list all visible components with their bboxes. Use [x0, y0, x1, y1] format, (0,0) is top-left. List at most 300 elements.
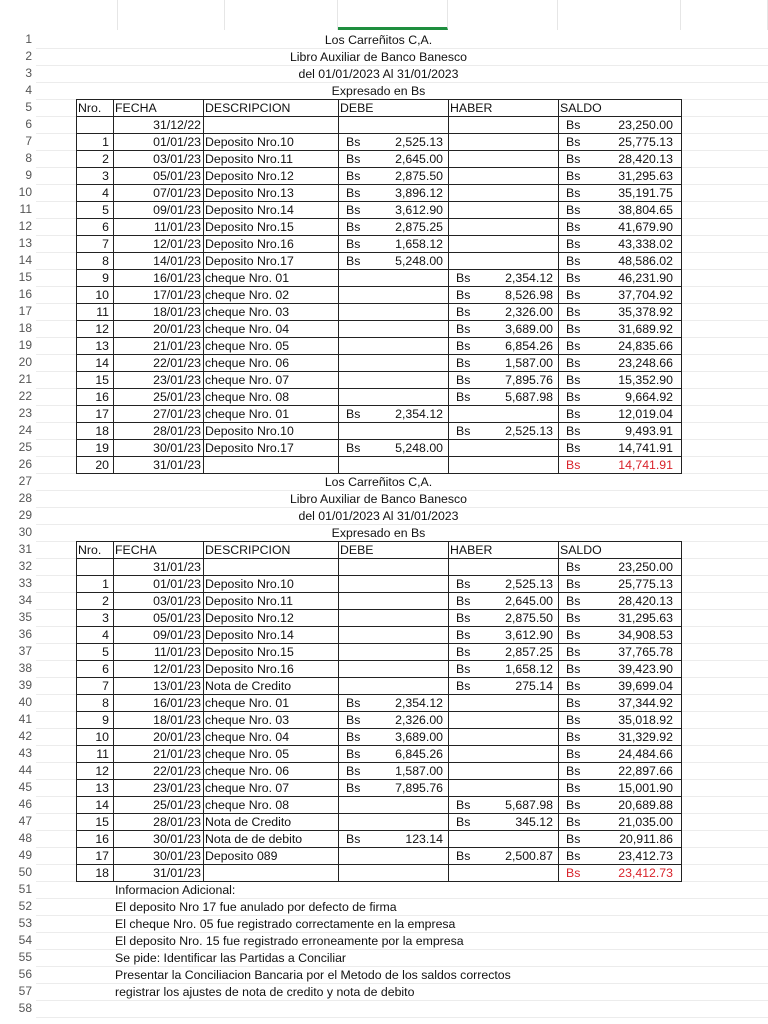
row-descripcion[interactable]: Deposito Nro.11 [205, 594, 293, 608]
row-header[interactable]: 4 [25, 83, 32, 97]
row-descripcion[interactable]: cheque Nro. 05 [205, 339, 290, 353]
row-saldo[interactable]: 31,329.92 [618, 730, 673, 744]
row-nro[interactable]: 6 [102, 662, 109, 676]
table-header-nro[interactable]: Nro. [78, 543, 102, 557]
row-nro[interactable]: 4 [102, 628, 109, 642]
row-header[interactable]: 30 [18, 525, 32, 539]
row-fecha[interactable]: 22/01/23 [153, 764, 201, 778]
row-saldo[interactable]: 23,250.00 [618, 560, 673, 574]
row-descripcion[interactable]: cheque Nro. 08 [205, 798, 290, 812]
row-header[interactable]: 33 [18, 576, 32, 590]
row-header[interactable]: 44 [18, 763, 32, 777]
currency-label: Bs [346, 441, 361, 455]
row-header[interactable]: 26 [18, 457, 32, 471]
row-header[interactable]: 24 [18, 423, 32, 437]
row-nro[interactable]: 14 [95, 356, 109, 370]
row-header[interactable]: 37 [18, 644, 32, 658]
row-fecha[interactable]: 31/01/23 [153, 560, 201, 574]
row-saldo[interactable]: 14,741.91 [618, 441, 673, 455]
row-debe[interactable]: 6,845.26 [395, 747, 443, 761]
row-header[interactable]: 12 [18, 219, 32, 233]
row-header[interactable]: 6 [25, 117, 32, 131]
row-nro[interactable]: 7 [102, 679, 109, 693]
row-saldo[interactable]: 24,484.66 [618, 747, 673, 761]
row-fecha[interactable]: 11/01/23 [154, 220, 201, 234]
row-nro[interactable]: 2 [102, 594, 109, 608]
table-header-debe[interactable]: DEBE [340, 101, 374, 115]
row-header[interactable]: 3 [25, 66, 32, 80]
note-line[interactable]: Presentar la Conciliacion Bancaria por el Metodo de los saldos correctos [115, 968, 511, 982]
book-title-line[interactable]: Expresado en Bs [331, 526, 426, 540]
row-fecha[interactable]: 30/01/23 [153, 849, 201, 863]
row-nro[interactable]: 10 [95, 730, 109, 744]
row-header[interactable]: 20 [18, 355, 32, 369]
row-descripcion[interactable]: Deposito 089 [205, 849, 278, 863]
row-saldo[interactable]: 35,018.92 [618, 713, 673, 727]
row-header[interactable]: 52 [18, 899, 32, 913]
row-fecha[interactable]: 23/01/23 [153, 373, 201, 387]
row-descripcion[interactable]: Deposito Nro.16 [205, 237, 294, 251]
row-saldo[interactable]: 24,835.66 [618, 339, 673, 353]
row-nro[interactable]: 17 [95, 849, 109, 863]
row-saldo[interactable]: 38,804.65 [618, 203, 673, 217]
book-title-line[interactable]: del 01/01/2023 Al 31/01/2023 [298, 509, 459, 523]
row-header[interactable]: 41 [18, 712, 32, 726]
row-header[interactable]: 40 [18, 695, 32, 709]
row-header[interactable]: 11 [19, 202, 32, 216]
row-header[interactable]: 58 [18, 1001, 32, 1015]
row-saldo[interactable]: 12,019.04 [618, 407, 673, 421]
column-header-g[interactable] [681, 0, 768, 30]
border-line [76, 762, 681, 763]
row-haber[interactable]: 2,500.87 [505, 849, 553, 863]
row-header[interactable]: 14 [18, 253, 32, 267]
currency-label: Bs [456, 271, 471, 285]
row-descripcion[interactable]: cheque Nro. 01 [205, 696, 290, 710]
row-descripcion[interactable]: Deposito Nro.10 [205, 135, 294, 149]
currency-label: Bs [456, 628, 471, 642]
table-header-fecha[interactable]: FECHA [115, 101, 157, 115]
row-nro[interactable]: 4 [102, 186, 109, 200]
row-haber[interactable]: 1,587.00 [505, 356, 553, 370]
row-nro[interactable]: 13 [95, 339, 109, 353]
column-header-b[interactable] [118, 0, 225, 30]
row-nro[interactable]: 10 [95, 288, 109, 302]
row-fecha[interactable]: 05/01/23 [153, 611, 201, 625]
row-fecha[interactable]: 27/01/23 [153, 407, 201, 421]
row-header[interactable]: 9 [25, 168, 32, 182]
row-header[interactable]: 31 [18, 542, 32, 556]
row-nro[interactable]: 9 [102, 271, 109, 285]
row-nro[interactable]: 3 [102, 169, 109, 183]
row-header[interactable]: 35 [18, 610, 32, 624]
row-nro[interactable]: 5 [102, 645, 109, 659]
row-fecha[interactable]: 13/01/23 [153, 679, 201, 693]
row-debe[interactable]: 1,587.00 [395, 764, 443, 778]
row-saldo[interactable]: 37,765.78 [618, 645, 673, 659]
row-header[interactable]: 46 [18, 797, 32, 811]
row-saldo[interactable]: 22,897.66 [618, 764, 673, 778]
table-header-saldo[interactable]: SALDO [560, 543, 602, 557]
row-fecha[interactable]: 30/01/23 [153, 441, 201, 455]
row-header[interactable]: 23 [18, 406, 32, 420]
row-saldo[interactable]: 31,295.63 [618, 611, 673, 625]
row-descripcion[interactable]: Nota de Credito [205, 815, 292, 829]
row-fecha[interactable]: 31/01/23 [153, 866, 201, 880]
row-header[interactable]: 15 [18, 270, 32, 284]
currency-label: Bs [566, 203, 581, 217]
row-header[interactable]: 19 [18, 338, 32, 352]
currency-label: Bs [566, 305, 581, 319]
row-saldo[interactable]: 39,423.90 [618, 662, 673, 676]
row-saldo[interactable]: 9,664.92 [625, 390, 673, 404]
row-haber[interactable]: 2,326.00 [505, 305, 553, 319]
row-header[interactable]: 7 [25, 134, 32, 148]
row-saldo[interactable]: 15,001.90 [618, 781, 673, 795]
row-descripcion[interactable]: Nota de Credito [205, 679, 292, 693]
row-descripcion[interactable]: cheque Nro. 07 [205, 373, 290, 387]
row-descripcion[interactable]: Deposito Nro.14 [205, 203, 294, 217]
row-nro[interactable]: 12 [95, 322, 109, 336]
note-line[interactable]: El deposito Nro. 15 fue registrado erroneamente por la empresa [115, 934, 464, 948]
row-nro[interactable]: 17 [95, 407, 109, 421]
row-saldo[interactable]: 48,586.02 [618, 254, 673, 268]
row-descripcion[interactable]: Deposito Nro.12 [205, 169, 294, 183]
row-header[interactable]: 27 [18, 474, 32, 488]
row-haber[interactable]: 5,687.98 [505, 390, 553, 404]
row-saldo[interactable]: 28,420.13 [618, 594, 673, 608]
row-nro[interactable]: 15 [95, 373, 109, 387]
row-saldo[interactable]: 37,704.92 [618, 288, 673, 302]
row-nro[interactable]: 11 [96, 747, 109, 761]
row-haber[interactable]: 2,354.12 [505, 271, 553, 285]
row-header[interactable]: 47 [18, 814, 32, 828]
note-line[interactable]: Informacion Adicional: [115, 883, 236, 897]
row-saldo[interactable]: 14,741.91 [618, 458, 673, 472]
table-header-descripcion[interactable]: DESCRIPCION [205, 101, 291, 115]
row-fecha[interactable]: 12/01/23 [153, 237, 201, 251]
row-fecha[interactable]: 05/01/23 [153, 169, 201, 183]
row-fecha[interactable]: 30/01/23 [153, 832, 201, 846]
book-title-line[interactable]: del 01/01/2023 Al 31/01/2023 [298, 67, 459, 81]
row-descripcion[interactable]: cheque Nro. 04 [205, 322, 290, 336]
row-saldo[interactable]: 46,231.90 [618, 271, 673, 285]
row-header[interactable]: 16 [18, 287, 32, 301]
row-fecha[interactable]: 18/01/23 [153, 713, 201, 727]
row-header[interactable]: 22 [18, 389, 32, 403]
row-descripcion[interactable]: Deposito Nro.13 [205, 186, 294, 200]
row-header[interactable]: 51 [18, 882, 32, 896]
row-saldo[interactable]: 39,699.04 [618, 679, 673, 693]
row-haber[interactable]: 3,689.00 [505, 322, 553, 336]
column-header-bar [0, 0, 768, 30]
row-descripcion[interactable]: Deposito Nro.17 [205, 441, 294, 455]
row-nro[interactable]: 1 [102, 135, 109, 149]
row-header[interactable]: 18 [18, 321, 32, 335]
row-fecha[interactable]: 31/01/23 [153, 458, 201, 472]
row-header[interactable]: 55 [18, 950, 32, 964]
row-nro[interactable]: 3 [102, 611, 109, 625]
row-debe[interactable]: 2,875.25 [395, 220, 443, 234]
row-saldo[interactable]: 20,689.88 [618, 798, 673, 812]
row-debe[interactable]: 5,248.00 [395, 254, 443, 268]
row-descripcion[interactable]: cheque Nro. 07 [205, 781, 290, 795]
row-saldo[interactable]: 23,412.73 [618, 849, 673, 863]
row-nro[interactable]: 18 [95, 424, 109, 438]
row-descripcion[interactable]: cheque Nro. 01 [205, 407, 290, 421]
row-fecha[interactable]: 17/01/23 [153, 288, 201, 302]
row-debe[interactable]: 2,875.50 [395, 169, 443, 183]
row-saldo[interactable]: 35,191.75 [618, 186, 673, 200]
currency-label: Bs [456, 390, 471, 404]
row-nro[interactable]: 15 [95, 815, 109, 829]
row-fecha[interactable]: 25/01/23 [153, 798, 201, 812]
row-header[interactable]: 48 [18, 831, 32, 845]
row-fecha[interactable]: 12/01/23 [153, 662, 201, 676]
row-fecha[interactable]: 23/01/23 [153, 781, 201, 795]
table-header-haber[interactable]: HABER [450, 101, 493, 115]
row-nro[interactable]: 20 [95, 458, 109, 472]
row-fecha[interactable]: 25/01/23 [153, 390, 201, 404]
row-fecha[interactable]: 01/01/23 [153, 135, 201, 149]
row-descripcion[interactable]: Deposito Nro.16 [205, 662, 294, 676]
row-descripcion[interactable]: cheque Nro. 03 [205, 713, 290, 727]
row-descripcion[interactable]: Deposito Nro.10 [205, 424, 294, 438]
table-header-descripcion[interactable]: DESCRIPCION [205, 543, 291, 557]
row-fecha[interactable]: 03/01/23 [153, 152, 201, 166]
row-fecha[interactable]: 31/12/22 [153, 118, 201, 132]
row-nro[interactable]: 5 [102, 203, 109, 217]
row-fecha[interactable]: 11/01/23 [154, 645, 201, 659]
row-fecha[interactable]: 16/01/23 [153, 271, 201, 285]
row-nro[interactable]: 7 [102, 237, 109, 251]
note-line[interactable]: El cheque Nro. 05 fue registrado correctamente en la empresa [115, 917, 456, 931]
row-descripcion[interactable]: cheque Nro. 02 [205, 288, 290, 302]
row-descripcion[interactable]: cheque Nro. 05 [205, 747, 290, 761]
row-nro[interactable]: 6 [102, 220, 109, 234]
row-saldo[interactable]: 25,775.13 [618, 135, 673, 149]
row-header[interactable]: 13 [18, 236, 32, 250]
row-nro[interactable]: 11 [96, 305, 109, 319]
row-saldo[interactable]: 43,338.02 [618, 237, 673, 251]
border-line [76, 252, 681, 253]
row-nro[interactable]: 16 [95, 390, 109, 404]
row-fecha[interactable]: 14/01/23 [153, 254, 201, 268]
row-descripcion[interactable]: Nota de de debito [205, 832, 303, 846]
currency-label: Bs [566, 135, 581, 149]
row-descripcion[interactable]: Deposito Nro.12 [205, 611, 294, 625]
border-line [76, 388, 681, 389]
row-debe[interactable]: 3,689.00 [395, 730, 443, 744]
book-title-line[interactable]: Libro Auxiliar de Banco Banesco [289, 50, 468, 64]
row-debe[interactable]: 3,612.90 [395, 203, 443, 217]
row-debe[interactable]: 2,354.12 [395, 407, 443, 421]
row-nro[interactable]: 8 [102, 254, 109, 268]
row-saldo[interactable]: 34,908.53 [618, 628, 673, 642]
row-debe[interactable]: 2,525.13 [395, 135, 443, 149]
book-title-line[interactable]: Libro Auxiliar de Banco Banesco [289, 492, 468, 506]
row-saldo[interactable]: 23,248.66 [618, 356, 673, 370]
row-header[interactable]: 10 [18, 185, 32, 199]
row-descripcion[interactable]: Deposito Nro.15 [205, 220, 294, 234]
row-header[interactable]: 28 [18, 491, 32, 505]
row-header[interactable]: 5 [25, 100, 32, 114]
row-haber[interactable]: 2,857.25 [505, 645, 553, 659]
table-header-haber[interactable]: HABER [450, 543, 493, 557]
row-header[interactable]: 45 [18, 780, 32, 794]
row-haber[interactable]: 7,895.76 [505, 373, 553, 387]
row-saldo[interactable]: 31,689.92 [618, 322, 673, 336]
book-title-line[interactable]: Los Carreñitos C,A. [324, 475, 433, 489]
row-debe[interactable]: 2,326.00 [395, 713, 443, 727]
row-header[interactable]: 29 [18, 508, 32, 522]
column-header-e[interactable] [448, 0, 558, 30]
row-fecha[interactable]: 09/01/23 [153, 628, 201, 642]
row-debe[interactable]: 1,658.12 [395, 237, 443, 251]
column-header-a[interactable] [36, 0, 118, 30]
book-title-line[interactable]: Los Carreñitos C,A. [324, 33, 433, 47]
row-nro[interactable]: 14 [95, 798, 109, 812]
row-fecha[interactable]: 22/01/23 [153, 356, 201, 370]
row-descripcion[interactable]: cheque Nro. 04 [205, 730, 290, 744]
row-saldo[interactable]: 41,679.90 [618, 220, 673, 234]
row-fecha[interactable]: 28/01/23 [153, 815, 201, 829]
currency-label: Bs [346, 407, 361, 421]
row-fecha[interactable]: 01/01/23 [153, 577, 201, 591]
row-haber[interactable]: 2,525.13 [505, 577, 553, 591]
row-haber[interactable]: 2,645.00 [505, 594, 553, 608]
row-descripcion[interactable]: Deposito Nro.17 [205, 254, 294, 268]
row-header[interactable]: 39 [18, 678, 32, 692]
border-line [76, 167, 681, 168]
currency-label: Bs [566, 645, 581, 659]
row-nro[interactable]: 8 [102, 696, 109, 710]
table-header-nro[interactable]: Nro. [78, 101, 102, 115]
row-header[interactable]: 2 [25, 49, 32, 63]
row-header[interactable]: 57 [18, 984, 32, 998]
border-line [76, 592, 681, 593]
row-descripcion[interactable]: Deposito Nro.11 [205, 152, 293, 166]
row-haber[interactable]: 3,612.90 [505, 628, 553, 642]
row-fecha[interactable]: 03/01/23 [153, 594, 201, 608]
row-debe[interactable]: 2,645.00 [395, 152, 443, 166]
row-saldo[interactable]: 23,250.00 [618, 118, 673, 132]
row-haber[interactable]: 6,854.26 [505, 339, 553, 353]
row-header[interactable]: 25 [18, 440, 32, 454]
row-saldo[interactable]: 31,295.63 [618, 169, 673, 183]
row-fecha[interactable]: 20/01/23 [153, 730, 201, 744]
row-header[interactable]: 49 [18, 848, 32, 862]
row-haber[interactable]: 2,525.13 [505, 424, 553, 438]
row-nro[interactable]: 9 [102, 713, 109, 727]
row-descripcion[interactable]: cheque Nro. 03 [205, 305, 290, 319]
row-saldo[interactable]: 28,420.13 [618, 152, 673, 166]
row-debe[interactable]: 7,895.76 [395, 781, 443, 795]
row-fecha[interactable]: 16/01/23 [153, 696, 201, 710]
row-nro[interactable]: 18 [95, 866, 109, 880]
row-haber[interactable]: 1,658.12 [505, 662, 553, 676]
row-descripcion[interactable]: cheque Nro. 01 [205, 271, 290, 285]
row-descripcion[interactable]: cheque Nro. 06 [205, 356, 290, 370]
row-debe[interactable]: 2,354.12 [395, 696, 443, 710]
currency-label: Bs [566, 628, 581, 642]
column-header-c[interactable] [225, 0, 338, 30]
row-fecha[interactable]: 20/01/23 [153, 322, 201, 336]
row-saldo[interactable]: 37,344.92 [618, 696, 673, 710]
row-header[interactable]: 42 [18, 729, 32, 743]
row-saldo[interactable]: 25,775.13 [618, 577, 673, 591]
row-descripcion[interactable]: cheque Nro. 06 [205, 764, 290, 778]
row-nro[interactable]: 12 [95, 764, 109, 778]
row-haber[interactable]: 2,875.50 [505, 611, 553, 625]
row-saldo[interactable]: 35,378.92 [618, 305, 673, 319]
row-descripcion[interactable]: Deposito Nro.15 [205, 645, 294, 659]
table-header-fecha[interactable]: FECHA [115, 543, 157, 557]
row-descripcion[interactable]: cheque Nro. 08 [205, 390, 290, 404]
row-fecha[interactable]: 21/01/23 [153, 747, 201, 761]
row-nro[interactable]: 19 [95, 441, 109, 455]
row-saldo[interactable]: 21,035.00 [618, 815, 673, 829]
note-line[interactable]: Se pide: Identificar las Partidas a Conciliar [115, 951, 347, 965]
row-header[interactable]: 38 [18, 661, 32, 675]
row-header[interactable]: 50 [18, 865, 32, 879]
row-saldo[interactable]: 9,493.91 [625, 424, 673, 438]
row-haber[interactable]: 275.14 [515, 679, 553, 693]
row-header[interactable]: 21 [18, 372, 32, 386]
row-fecha[interactable]: 18/01/23 [153, 305, 201, 319]
note-line[interactable]: registrar los ajustes de nota de credito y nota de debito [115, 985, 415, 999]
row-header[interactable]: 43 [18, 746, 32, 760]
row-nro[interactable]: 1 [102, 577, 109, 591]
row-header[interactable]: 36 [18, 627, 32, 641]
row-nro[interactable]: 16 [95, 832, 109, 846]
row-fecha[interactable]: 09/01/23 [153, 203, 201, 217]
border-line [76, 99, 77, 474]
row-fecha[interactable]: 28/01/23 [153, 424, 201, 438]
row-header[interactable]: 17 [18, 304, 32, 318]
row-saldo[interactable]: 15,352.90 [618, 373, 673, 387]
row-header[interactable]: 8 [25, 151, 32, 165]
row-header[interactable]: 56 [18, 967, 32, 981]
table-header-saldo[interactable]: SALDO [560, 101, 602, 115]
row-header[interactable]: 1 [25, 32, 32, 46]
row-header[interactable]: 54 [18, 933, 32, 947]
row-fecha[interactable]: 21/01/23 [153, 339, 201, 353]
book-title-line[interactable]: Expresado en Bs [331, 84, 426, 98]
row-haber[interactable]: 345.12 [515, 815, 553, 829]
row-descripcion[interactable]: Deposito Nro.14 [205, 628, 294, 642]
column-header-f[interactable] [558, 0, 681, 30]
row-header[interactable]: 53 [18, 916, 32, 930]
row-nro[interactable]: 13 [95, 781, 109, 795]
row-header[interactable]: 34 [18, 593, 32, 607]
row-debe[interactable]: 5,248.00 [395, 441, 443, 455]
row-debe[interactable]: 123.14 [405, 832, 443, 846]
table-header-debe[interactable]: DEBE [340, 543, 374, 557]
row-debe[interactable]: 3,896.12 [395, 186, 443, 200]
column-header-d[interactable] [338, 0, 448, 30]
row-haber[interactable]: 8,526.98 [505, 288, 553, 302]
row-nro[interactable]: 2 [102, 152, 109, 166]
row-header[interactable]: 32 [18, 559, 32, 573]
row-saldo[interactable]: 20,911.86 [619, 832, 673, 846]
row-haber[interactable]: 5,687.98 [505, 798, 553, 812]
border-line [338, 541, 339, 882]
row-fecha[interactable]: 07/01/23 [153, 186, 201, 200]
note-line[interactable]: El deposito Nro 17 fue anulado por defecto de firma [115, 900, 397, 914]
row-saldo[interactable]: 23,412.73 [618, 866, 673, 880]
row-descripcion[interactable]: Deposito Nro.10 [205, 577, 294, 591]
